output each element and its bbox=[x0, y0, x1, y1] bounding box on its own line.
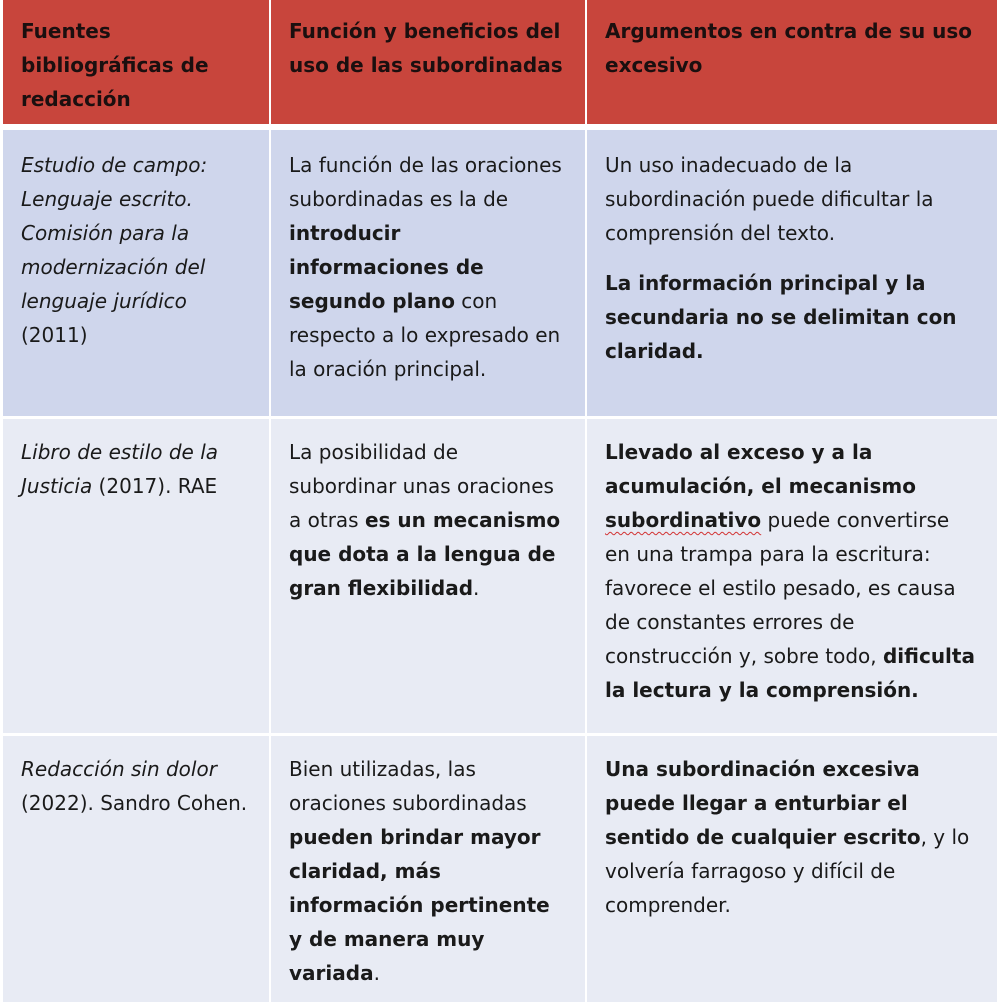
source-cell bbox=[3, 735, 270, 1004]
against-bold-text: dificulta la lectura y la comprensión. bbox=[605, 644, 975, 702]
benefit-cell bbox=[270, 418, 586, 735]
source-detail: (2017). RAE bbox=[92, 474, 218, 498]
against-text: puede convertirse en una trampa para la escritura: favorece el estilo pesado, es causa de constantes errores de construcción y, sobre todo, bbox=[605, 508, 956, 668]
against-cell bbox=[586, 735, 998, 1004]
source-detail: (2022). Sandro Cohen. bbox=[21, 791, 248, 815]
source-title: Redacción sin dolor bbox=[21, 757, 217, 781]
against-bold-text: Una subordinación excesiva puede llegar a enturbiar el sentido de cualquier escrito bbox=[605, 757, 921, 849]
benefit-text: . bbox=[373, 961, 380, 985]
against-paragraph: Un uso inadecuado de la subordinación puede dificultar la comprensión del texto. bbox=[605, 153, 934, 245]
table-row bbox=[3, 418, 998, 735]
against-bold-paragraph: La información principal y la secundaria no se delimitan con claridad. bbox=[605, 271, 957, 363]
benefit-bold-text: es un mecanismo que dota a la lengua de gran flexibilidad bbox=[289, 508, 561, 600]
benefit-text: La función de las oraciones subordinadas es la de bbox=[289, 153, 562, 211]
against-bold-misspelled-word: subordinativo bbox=[605, 508, 762, 532]
against-cell bbox=[586, 127, 998, 418]
table-row bbox=[3, 735, 998, 1004]
benefit-text: con respecto a lo expresado en la oración principal. bbox=[289, 289, 561, 381]
header-benefits: Función y beneficios del uso de las subordinadas bbox=[270, 0, 586, 127]
benefit-text: La posibilidad de subordinar unas oraciones a otras bbox=[289, 440, 554, 532]
benefit-text: . bbox=[473, 576, 480, 600]
table-row bbox=[3, 127, 998, 418]
header-row bbox=[3, 0, 998, 127]
benefit-bold-text: pueden brindar mayor claridad, más información pertinente y de manera muy variada bbox=[289, 825, 550, 985]
benefit-cell bbox=[270, 735, 586, 1004]
header-against: Argumentos en contra de su uso excesivo bbox=[586, 0, 998, 127]
benefit-bold-text: introducir informaciones de segundo plano bbox=[289, 221, 484, 313]
comparison-table bbox=[3, 0, 999, 1005]
source-title: Estudio de campo: Lenguaje escrito. Comisión para la modernización del lenguaje jurídico bbox=[21, 153, 208, 313]
source-title: Libro de estilo de la Justicia bbox=[21, 440, 219, 498]
source-cell bbox=[3, 418, 270, 735]
against-bold-text: Llevado al exceso y a la acumulación, el mecanismo bbox=[605, 440, 916, 498]
header-sources: Fuentes bibliográficas de redacción bbox=[3, 0, 270, 127]
against-cell bbox=[586, 418, 998, 735]
source-detail: (2011) bbox=[21, 323, 88, 347]
source-cell bbox=[3, 127, 270, 418]
benefit-text: Bien utilizadas, las oraciones subordinadas bbox=[289, 757, 527, 815]
against-text: , y lo volvería farragoso y difícil de comprender. bbox=[605, 825, 970, 917]
benefit-cell bbox=[270, 127, 586, 418]
